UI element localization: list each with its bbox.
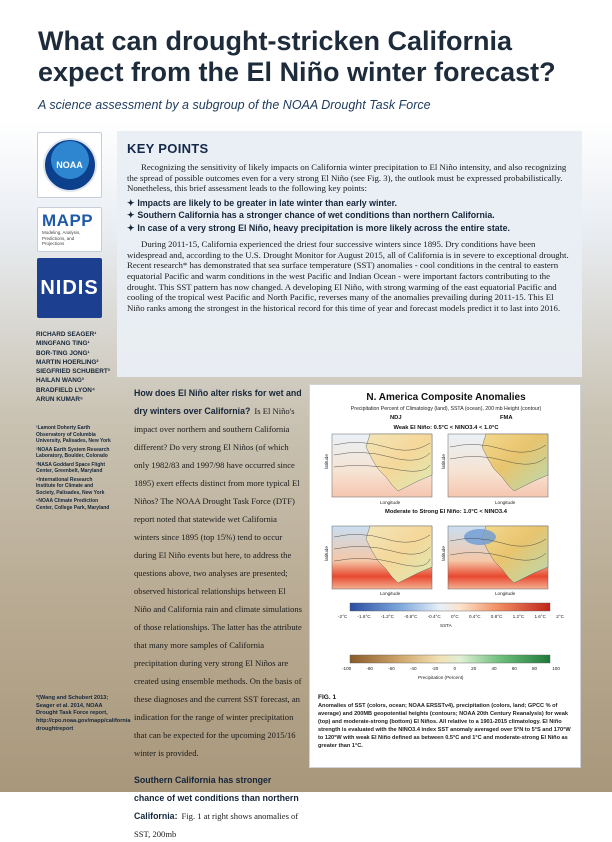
x-axis-label: Longitude — [495, 591, 516, 596]
figure-caption: Anomalies of SST (colors, ocean; NOAA ERSSTv4), precipitation (colors, land; GPCC % of average) and 200MB geopotential heights (contours; NOAA 20th Century Reanalysis) for weak (top) and moderate-strong (bottom) El Niños. All relative to a 1901-2015 climatology. El Niño strength is evaluated with the NINO3.4 index SST anomaly averaged over 5°N to 5°S and 170°W to 120°W with weak El Niño defined as between 0.5°C and 1°C and moderate-strong El Niño as greater than 1°C. — [318, 703, 571, 749]
drought-background-paragraph: During 2011-15, California experienced the driest four successive winters since 1895. Dry conditions have been widespread and, according to the U.S. Drought Monitor for August 2015, all of California is in severe to exceptional drought. Recent research* has demonstrated that sea surface temperature (SST) anomalies - cool conditions in the central to eastern equatorial Pacific and warm conditions in the west Pacific and Indian Ocean - were important factors contributing to the drought. This SST pattern has now changed. A developing El Niño, with strong warming of the east equatorial Pacific and cooling of the tropical west Pacific and North Pacific, reverses many of the anomalies prevailing during 2011-15. This El Niño ranks among the strongest in the historical record for this time of year and forecast models predict it to last into 2016. — [127, 239, 569, 313]
sst-colorbar — [350, 603, 550, 611]
key-point-text: Impacts are likely to be greater in late winter than early winter. — [137, 197, 397, 208]
author-name: HAILAN WANG³ — [36, 377, 84, 385]
sst-tick: 0°C — [450, 614, 459, 619]
column-label-fma: FMA — [500, 415, 513, 421]
sst-tick: -0.4°C — [427, 614, 441, 619]
author-name: MINGFANG TING¹ — [36, 340, 90, 348]
x-axis-label: Longitude — [495, 500, 516, 505]
figure-title: N. America Composite Anomalies — [366, 392, 526, 403]
key-points-heading: KEY POINTS — [127, 141, 209, 156]
sst-tick: 0.4°C — [468, 614, 481, 619]
section-heading: Southern California has stronger chance of wet conditions than northern California: — [134, 775, 299, 821]
author-name: MARTIN HOERLING² — [36, 358, 99, 366]
strong-el-nino-label: Moderate to Strong El Niño: 1.0°C < NINO3.4 — [385, 509, 507, 515]
y-axis-label: latitude — [440, 546, 446, 561]
affiliation: ²NOAA Earth System Research Laboratory, Boulder, Colorado — [36, 446, 110, 459]
mapp-logo-name: MAPP — [42, 211, 94, 230]
column-label-ndj: NDJ — [390, 415, 402, 421]
nidis-logo — [37, 258, 102, 318]
star-bullet-icon: ✦ — [127, 210, 135, 221]
precip-tick: -80 — [366, 666, 373, 671]
precip-tick: 80 — [531, 666, 538, 671]
map-weak-ndj — [332, 434, 432, 497]
key-point-text: In case of a very strong El Niño, heavy precipitation is more likely across the entire state. — [137, 222, 510, 233]
x-axis-label: Longitude — [380, 591, 401, 596]
article-column — [134, 383, 302, 842]
key-point — [127, 197, 570, 210]
precip-tick: -20 — [431, 666, 439, 671]
precip-tick: 0 — [453, 666, 457, 671]
reference-sidenote: *(Wang and Schubert 2013; Seager et al. 2014, NOAA Drought Task Force report, http://cpo.noaa.gov/mapp/california droughtreport — [36, 695, 131, 732]
weak-el-nino-label: Weak El Niño: 0.5°C < NINO3.4 < 1.0°C — [393, 425, 499, 431]
affiliation: ¹Lamont Doherty Earth Observatory of Columbia University, Palisades, New York — [36, 425, 111, 444]
sst-tick: -2°C — [338, 614, 348, 619]
map-strong-ndj — [332, 526, 432, 589]
noaa-logo — [37, 132, 102, 198]
map-weak-fma — [448, 434, 548, 497]
author-list — [36, 330, 124, 404]
mapp-logo-tagline: Modeling, Analysis, Predictions, and Projections — [42, 230, 81, 246]
page-title: What can drought-stricken California expect from the El Niño winter forecast? — [38, 26, 556, 87]
sst-tick: -0.8°C — [404, 614, 418, 619]
affiliation-list — [36, 425, 112, 513]
author-name: BOR-TING JONG¹ — [36, 349, 90, 357]
y-axis-label: latitude — [323, 454, 329, 469]
key-point-text: Southern California has a stronger chance of wet conditions than northern California. — [137, 210, 495, 221]
figure-subtitle: Precipitation Percent of Climatology (land), SSTA (ocean), 200 mb Height (contour) — [350, 406, 542, 412]
sst-tick-labels — [338, 614, 564, 619]
section-heading: How does El Niño alter risks for wet and dry winters over California? — [134, 388, 302, 416]
precip-colorbar — [350, 655, 550, 663]
author-name: SIEGFRIED SCHUBERT³ — [36, 368, 110, 376]
author-name: BRADFIELD LYON⁴ — [36, 386, 96, 394]
nidis-logo-text: NIDIS — [40, 276, 99, 299]
star-bullet-icon: ✦ — [127, 222, 135, 233]
sst-tick: 1.2°C — [512, 614, 525, 619]
precip-tick: 100 — [552, 666, 560, 671]
y-axis-label: latitude — [440, 454, 446, 469]
precip-tick: 40 — [491, 666, 497, 671]
precip-tick: -60 — [388, 666, 395, 671]
key-points-panel — [117, 131, 582, 377]
author-name: RICHARD SEAGER¹ — [36, 331, 97, 338]
sst-tick: 1.6°C — [534, 614, 546, 619]
figure-label: FIG. 1 — [318, 694, 337, 701]
sst-tick: -1.6°C — [357, 614, 371, 619]
x-axis-label: Longitude — [380, 500, 401, 505]
star-bullet-icon: ✦ — [127, 197, 135, 208]
precip-tick-labels — [342, 666, 560, 671]
page-subtitle: A science assessment by a subgroup of the NOAA Drought Task Force — [38, 98, 431, 112]
anomaly-map-graphics — [310, 385, 582, 690]
affiliation: ⁴International Research Institute for Climate and Society, Palisades, New York — [36, 476, 105, 496]
key-point — [127, 209, 570, 222]
precip-tick: -100 — [342, 666, 352, 671]
affiliation: ⁵NOAA Climate Prediction Center, College Park, Maryland — [36, 498, 110, 511]
affiliation: ³NASA Goddard Space Flight Center, Greenbelt, Maryland — [36, 461, 105, 474]
key-points-list — [127, 197, 570, 235]
noaa-logo-text: NOAA — [56, 160, 83, 170]
key-points-intro: Recognizing the sensitivity of likely impacts on California winter precipitation to El Niño intensity, and also recognizing the spread of possible outcomes even for a very strong El Niño (see Fig. 3), the outlook must be expressed probabilistically. Nonetheless, this brief assessment leads to the following key points: — [127, 162, 567, 194]
sst-colorbar-label: SSTA — [440, 623, 452, 628]
figure-1 — [309, 384, 581, 768]
precip-tick: 20 — [471, 666, 477, 671]
precip-tick: 60 — [511, 666, 517, 671]
section-text: Is El Niño's impact over northern and southern California different? Do very strong El Niños (of which only 1982/83 and 1997/98 have occurred since 1895) exert effects distinct from more typical El Niños? The NOAA Drought Task Force (DTF) report noted that statewide wet California winters since 1895 (top 15%) tend to occur during El Niño events but here, to address the questions above, two analyses are presented; observed historical relationships between El Niño and California rain and climate simulations of those relationships. The latter has the attribute that many more samples of California precipitation during very strong El Niños are created using ensemble methods. On the basis of these diagnoses and the current SST forecast, an indication for the range of winter precipitation that can be expected for the upcoming 2015/16 winter is provided. — [134, 406, 303, 758]
sst-tick: 2°C — [556, 614, 564, 619]
precip-tick: -40 — [409, 666, 417, 671]
mapp-logo — [37, 207, 102, 252]
y-axis-label: latitude — [323, 546, 329, 561]
author-name: ARUN KUMAR⁵ — [36, 396, 84, 404]
sst-tick: 0.8°C — [490, 614, 503, 619]
map-strong-fma — [448, 526, 548, 589]
key-point — [127, 222, 570, 235]
precip-colorbar-label: Precipitation (Percent) — [418, 675, 464, 680]
sst-tick: -1.2°C — [380, 614, 394, 619]
noaa-seal-icon — [43, 138, 97, 192]
section-text: Fig. 1 at right shows anomalies of SST, 200mb — [134, 811, 299, 839]
